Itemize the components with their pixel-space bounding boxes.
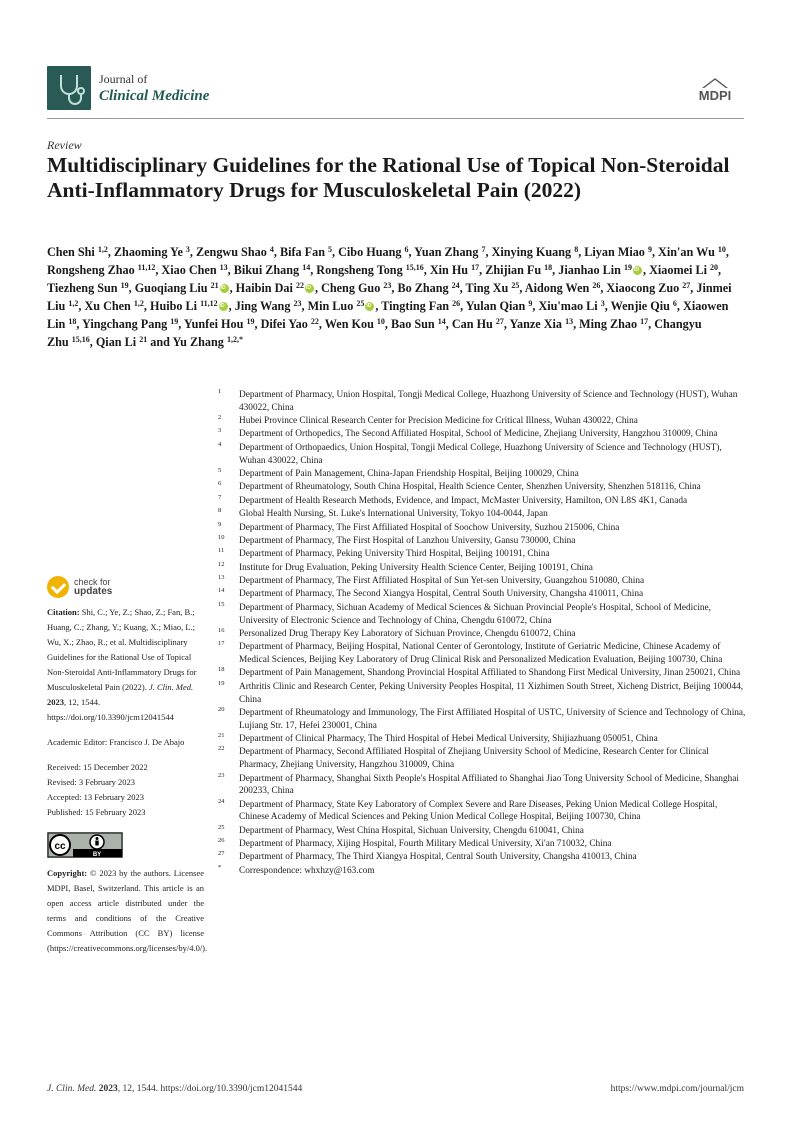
journal-logo — [47, 66, 91, 110]
author-affiliation-ref: 6 — [672, 299, 677, 309]
author-affiliation-ref: 1,2 — [97, 245, 108, 254]
author-name: Xiu'mao Li — [538, 299, 598, 314]
author-name: Jianhao Lin — [558, 263, 621, 278]
author-name: Difei Yao — [260, 317, 308, 332]
affiliation-text: Global Health Nursing, St. Luke's International University, Tokyo 104-0044, Japan — [239, 509, 548, 520]
affiliation-item — [218, 522, 748, 535]
affiliation-item — [218, 667, 748, 680]
affiliation-text: Department of Pharmacy, Shanghai Sixth People's Hospital Affiliated to Shanghai Jiao Tong University School of Medicine, Shanghai 200233, China — [239, 773, 739, 797]
orcid-icon[interactable] — [365, 302, 374, 311]
affiliation-text: Department of Pharmacy, The Second Xiangya Hospital, Central South University, Changsha 410011, China — [239, 589, 644, 600]
author-name: Jinmei Liu — [47, 281, 732, 314]
author-name: Rongsheng Zhao — [47, 263, 135, 278]
author-name: Ming Zhao — [579, 317, 638, 332]
author-name: Qian Li — [95, 335, 137, 350]
copyright-text: © 2023 by the authors. Licensee MDPI, Basel, Switzerland. This article is an open access article distributed under the terms and conditions of the Creative Commons Attribution (CC BY) license (https://creativecommons.org/licenses/by/4.0/). — [47, 868, 208, 953]
journal-name — [99, 72, 209, 105]
author-name: Yuan Zhang — [414, 245, 479, 259]
affiliation-item — [218, 865, 748, 878]
author-name: Can Hu — [451, 317, 493, 332]
check-line1: check for — [74, 577, 111, 587]
author-affiliation-ref: 27 — [495, 317, 504, 327]
date-received: Received: 15 December 2022 — [47, 762, 148, 772]
author-affiliation-ref: 7 — [481, 245, 486, 254]
affiliation-number: 4 — [218, 440, 222, 448]
check-for-updates-badge[interactable] — [47, 575, 204, 601]
affiliation-number: 11 — [218, 547, 225, 555]
author-affiliation-ref: 1,2,* — [226, 335, 243, 345]
affiliation-number: 6 — [218, 480, 222, 488]
affiliation-text: Department of Pharmacy, Sichuan Academy of Medical Sciences & Sichuan Provincial People's Hospital, School of Medicine, University of Electronic Science and Technology of China, Chengdu 610072, China — [239, 602, 711, 626]
author-affiliation-ref: 19 — [246, 317, 255, 327]
svg-text:cc: cc — [54, 841, 66, 852]
author-affiliation-ref: 18 — [544, 263, 553, 273]
author-affiliation-ref: 19 — [120, 281, 129, 291]
affiliation-number: 25 — [218, 823, 225, 831]
affiliation-text: Department of Pharmacy, The First Hospital of Lanzhou University, Gansu 730000, China — [239, 535, 576, 546]
affiliation-item — [218, 628, 748, 641]
author-affiliation-ref: 26 — [452, 299, 461, 309]
publisher-name: MDPI — [698, 88, 732, 103]
author-name: Tingting Fan — [381, 299, 450, 314]
author-name: Xu Chen — [84, 299, 131, 314]
affiliation-text: Department of Health Research Methods, Evidence, and Impact, McMaster University, Hamilton, ON L8S 4K1, Canada — [239, 495, 688, 506]
author-name: Huibo Li — [149, 299, 198, 314]
author-affiliation-ref: 24 — [451, 281, 460, 291]
footer-journal: J. Clin. Med. — [47, 1084, 97, 1094]
affiliation-number: 10 — [218, 533, 225, 541]
author-affiliation-ref: 10 — [376, 317, 385, 327]
affiliation-number: 20 — [218, 705, 225, 713]
author-name: Cheng Guo — [321, 281, 381, 296]
affiliation-text: Personalized Drug Therapy Key Laboratory of Sichuan Province, Chengdu 610072, China — [239, 628, 576, 639]
affiliation-text: Department of Pharmacy, Union Hospital, Tongji Medical College, Huazhong University of Science and Technology (HUST), Wuhan 430022, China — [239, 390, 738, 413]
orcid-icon[interactable] — [220, 284, 229, 293]
author-affiliation-ref: 22 — [295, 281, 304, 291]
author-name: Yingchang Pang — [82, 317, 168, 332]
author-affiliation-ref: 13 — [219, 263, 228, 273]
citation-label: Citation: — [47, 607, 80, 617]
affiliation-number: 5 — [218, 466, 222, 474]
author-affiliation-ref: 21 — [139, 335, 148, 345]
affiliation-item — [218, 773, 748, 798]
author-name: Tiezheng Sun — [47, 281, 118, 296]
author-name: Yanze Xia — [509, 317, 563, 332]
footer-doi[interactable]: , 12, 1544. https://doi.org/10.3390/jcm12041544 — [117, 1084, 303, 1094]
affiliation-text: Department of Pharmacy, The First Affiliated Hospital of Soochow University, Suzhou 215006, China — [239, 522, 620, 533]
affiliation-text: Department of Orthopaedics, Union Hospital, Tongji Medical College, Huazhong University of Science and Technology (HUST), Wuhan 430022, China — [239, 442, 722, 466]
affiliation-text: Department of Pharmacy, The First Affiliated Hospital of Sun Yet-sen University, Guangzhou 510080, China — [239, 576, 645, 587]
academic-editor: Academic Editor: Francisco J. De Abajo — [47, 737, 185, 747]
affiliation-text: Department of Pharmacy, The Third Xiangya Hospital, Central South University, Changsha 410013, China — [239, 852, 637, 863]
author-affiliation-ref: 8 — [574, 245, 579, 254]
author-name: Zhijian Fu — [485, 263, 542, 278]
affiliation-text: Department of Pharmacy, Beijing Hospital, National Center of Gerontology, Institute of Geriatric Medicine, Chinese Academy of Medical Sciences, Beijing Key Laboratory of Drug Clinical Risk and Personalized Medication Evaluation, Beijing 100730, China — [239, 642, 723, 666]
author-affiliation-ref: 20 — [710, 263, 719, 273]
affiliation-number: 17 — [218, 640, 225, 648]
copyright-block — [47, 866, 208, 956]
author-affiliation-ref: 17 — [640, 317, 649, 327]
affiliation-item — [218, 442, 748, 467]
affiliation-item — [218, 851, 748, 864]
author-affiliation-ref: 27 — [682, 281, 691, 291]
affiliation-text: Department of Orthopedics, The Second Affiliated Hospital, School of Medicine, Zhejiang University, Hangzhou 310009, China — [239, 429, 718, 440]
affiliation-item — [218, 641, 748, 666]
affiliation-item — [218, 548, 748, 561]
author-affiliation-ref: 4 — [269, 245, 274, 254]
author-name: Wen Kou — [324, 317, 374, 332]
author-affiliation-ref: 15,16 — [405, 263, 424, 273]
article-sidebar — [47, 575, 208, 956]
affiliation-number: 3 — [218, 427, 222, 435]
author-affiliation-ref: 25 — [356, 299, 365, 309]
citation-year: 2023 — [47, 697, 64, 707]
cc-by-label: BY — [92, 852, 102, 858]
author-name: Yu Zhang — [172, 335, 224, 350]
author-list: Chen Shi $^{1,2}$, Zhaoming Ye $^3$, Zengwu Shao $^4$, Bifa Fan $^5$, Cibo Huang $^6$, Yuan Zhang $^7$, Xinying Kuang $^8$, Liyan Miao $^9$, Xin'an Wu $^{10}$, Rongsheng Zhao $^{11,12}$, Xiao Chen $^{13}$, Bikui Zhang $^{14}$, Rongsheng Tong $^{15,16}$, Xin Hu $^{17}$, Zhijian Fu $^{18}$, Jianhao Lin $^{19}$iD , Xiaomei Li $^{20}$, Tiezheng Sun $^{19}$, Guoqiang Liu $^{21}$iD , Haibin Dai $^{22}$iD , Cheng Guo $^{23}$, Bo Zhang $^{24}$, Ting Xu $^{25}$, Aidong Wen $^{26}$, Xiaocong Zuo $^{27}$, Jinmei Liu $^{1,2}$, Xu Chen $^{1,2}$, Huibo Li $^{11,12}$iD , Jing Wang $^{23}$, Min Luo $^{25}$iD , Tingting Fan $^{26}$, Yulan Qian $^9$, Xiu'mao Li $^3$, Wenjie Qiu $^6$, Xiaowen Lin $^{18}$, Yingchang Pang $^{19}$, Yunfei Hou $^{19}$, Difei Yao $^{22}$, Wen Kou $^{10}$, Bao Sun $^{14}$, Can Hu $^{27}$, Yanze Xia $^{13}$, Ming Zhao $^{17}$, Changyu Zhu $^{15,16}$, Qian Li $^{21}$ and Yu Zhang $^{1,2,*}$ — [47, 243, 747, 352]
date-published: Published: 15 February 2023 — [47, 807, 146, 817]
author-name: Bifa Fan — [279, 245, 325, 259]
article-title: Multidisciplinary Guidelines for the Rational Use of Topical Non-Steroidal Anti-Inflammatory Drugs for Musculoskeletal Pain (2022) — [47, 153, 730, 202]
author-affiliation-ref: 3 — [600, 299, 605, 309]
author-affiliation-ref: 1,2 — [68, 299, 79, 309]
affiliation-number: 8 — [218, 507, 222, 515]
affiliation-item — [218, 602, 748, 627]
author-affiliation-ref: 6 — [404, 245, 409, 254]
article-type: Review — [47, 138, 82, 152]
author-affiliation-ref: 15,16 — [71, 335, 90, 345]
affiliation-number: 13 — [218, 574, 225, 582]
affiliation-item — [218, 495, 748, 508]
affiliation-number: 26 — [218, 837, 225, 845]
affiliation-item — [218, 838, 748, 851]
affiliation-item — [218, 746, 748, 771]
citation-rest[interactable]: , 12, 1544. https://doi.org/10.3390/jcm12041544 — [47, 697, 174, 722]
affiliation-text: Department of Clinical Pharmacy, The Third Hospital of Hebei Medical University, Shijiazhuang 050051, China — [239, 734, 658, 745]
affiliation-text: Department of Pharmacy, Second Affiliated Hospital of Zhejiang University School of Medicine, Research Center for Clinical Pharmacy, Zhejiang University, Hangzhou 310009, China — [239, 747, 709, 771]
author-name: Aidong Wen — [524, 281, 590, 296]
affiliation-text: Department of Pain Management, China-Japan Friendship Hospital, Beijing 100029, China — [239, 468, 579, 479]
affiliation-text: Department of Pharmacy, Xijing Hospital, Fourth Military Medical University, Xi'an 710032, China — [239, 839, 612, 850]
affiliation-item — [218, 468, 748, 481]
affiliation-text: Correspondence: whxhzy@163.com — [239, 865, 375, 876]
author-name: Yulan Qian — [465, 299, 526, 314]
affiliation-number: 21 — [218, 732, 225, 740]
affiliation-item — [218, 588, 748, 601]
orcid-icon[interactable] — [633, 266, 642, 275]
citation-block — [47, 605, 204, 725]
footer-journal-url[interactable]: https://www.mdpi.com/journal/jcm — [610, 1084, 744, 1094]
affiliation-item — [218, 389, 748, 414]
author-affiliation-ref: 13 — [565, 317, 574, 327]
author-name: Xiao Chen — [161, 263, 217, 278]
author-affiliation-ref: 1,2 — [133, 299, 144, 309]
affiliation-number: 16 — [218, 626, 225, 634]
check-updates-icon — [47, 576, 69, 598]
author-affiliation-ref: 9 — [647, 245, 652, 254]
author-name: Xin'an Wu — [658, 245, 715, 259]
affiliation-item — [218, 733, 748, 746]
author-affiliation-ref: 23 — [383, 281, 392, 291]
orcid-icon[interactable] — [305, 284, 314, 293]
citation-text: Shi, C.; Ye, Z.; Shao, Z.; Fan, B.; Huang, C.; Zhang, Y.; Kuang, X.; Miao, L.; Wu, X.; Zhao, R.; et al. Multidisciplinary Guidelines for the Rational Use of Topical Non-Steroidal Anti-Inflammatory Drugs for Musculoskeletal Pain (2022). — [47, 607, 197, 692]
check-line2: updates — [74, 586, 113, 597]
author-affiliation-ref: 22 — [310, 317, 319, 327]
affiliation-text: Arthritis Clinic and Research Center, Peking University Peoples Hospital, 11 Xizhimen South Street, Xicheng District, Beijing 100044, China — [239, 681, 744, 705]
author-affiliation-ref: 11,12 — [200, 299, 218, 309]
affiliation-text: Department of Pharmacy, Peking University Third Hospital, Beijing 100191, China — [239, 549, 550, 560]
author-affiliation-ref: 9 — [528, 299, 533, 309]
author-name: Xiaocong Zuo — [606, 281, 680, 296]
author-name: Xinying Kuang — [491, 245, 572, 259]
affiliation-item — [218, 681, 748, 706]
author-name: Guoqiang Liu — [134, 281, 208, 296]
affiliation-number: 12 — [218, 560, 225, 568]
cc-by-license-icon[interactable] — [47, 832, 123, 858]
date-accepted: Accepted: 13 February 2023 — [47, 792, 145, 802]
author-affiliation-ref: 25 — [511, 281, 520, 291]
affiliation-text: Hubei Province Clinical Research Center for Precision Medicine for Critical Illness, Wuhan 430022, China — [239, 416, 638, 427]
affiliation-number: * — [218, 863, 222, 871]
affiliation-number: 2 — [218, 414, 222, 422]
author-affiliation-ref: 10 — [717, 245, 726, 254]
author-name: Xiaomei Li — [649, 263, 707, 278]
affiliation-item — [218, 825, 748, 838]
affiliation-item — [218, 508, 748, 521]
affiliation-text: Department of Rheumatology, South China Hospital, Health Science Center, Shenzhen University, Shenzhen 518116, China — [239, 482, 701, 493]
affiliation-number: 14 — [218, 587, 225, 595]
affiliation-number: 22 — [218, 745, 225, 753]
author-name: Haibin Dai — [235, 281, 293, 296]
footer-citation — [47, 1084, 302, 1094]
author-name: Wenjie Qiu — [610, 299, 670, 314]
author-name: Zhaoming Ye — [113, 245, 183, 259]
author-affiliation-ref: 21 — [210, 281, 219, 291]
author-affiliation-ref: 17 — [471, 263, 480, 273]
affiliation-item — [218, 562, 748, 575]
affiliation-number: 23 — [218, 771, 225, 779]
author-name: Ting Xu — [465, 281, 509, 296]
affiliation-item — [218, 575, 748, 588]
author-name: Liyan Miao — [584, 245, 645, 259]
author-affiliation-ref: 14 — [302, 263, 311, 273]
affiliation-list — [218, 389, 748, 878]
header-divider — [47, 118, 744, 119]
author-name: Cibo Huang — [338, 245, 402, 259]
author-affiliation-ref: 11,12 — [137, 263, 156, 273]
affiliation-number: 1 — [218, 388, 222, 395]
footer-year: 2023 — [98, 1084, 118, 1094]
author-affiliation-ref: 23 — [293, 299, 302, 309]
affiliation-item — [218, 415, 748, 428]
author-name: Zengwu Shao — [196, 245, 267, 259]
author-affiliation-ref: 14 — [437, 317, 446, 327]
author-affiliation-ref: 19 — [623, 263, 632, 273]
affiliation-item — [218, 535, 748, 548]
author-name: Chen Shi — [47, 245, 95, 259]
affiliation-number: 9 — [218, 520, 222, 528]
author-affiliation-ref: 26 — [592, 281, 601, 291]
author-name: Bikui Zhang — [233, 263, 300, 278]
affiliation-item — [218, 428, 748, 441]
affiliation-number: 19 — [218, 679, 225, 687]
affiliation-text: Institute for Drug Evaluation, Peking University Health Science Center, Beijing 100191, China — [239, 562, 593, 573]
affiliation-number: 7 — [218, 493, 222, 501]
author-name: Changyu Zhu — [47, 317, 702, 350]
affiliation-number: 15 — [218, 600, 225, 608]
author-name: Yunfei Hou — [183, 317, 244, 332]
orcid-icon[interactable] — [219, 302, 228, 311]
affiliation-item — [218, 707, 748, 732]
citation-journal: J. Clin. Med. — [148, 682, 194, 692]
affiliation-text: Department of Pharmacy, West China Hospital, Sichuan University, Chengdu 610041, China — [239, 825, 584, 836]
author-joiner: and — [150, 335, 170, 350]
stethoscope-icon — [47, 66, 91, 110]
author-name: Jing Wang — [234, 299, 291, 314]
affiliation-item — [218, 481, 748, 494]
affiliation-text: Department of Pain Management, Shandong Provincial Hospital Affiliated to Shandong First Medical University, Jinan 250021, China — [239, 668, 741, 679]
journal-name-line2: Clinical Medicine — [99, 88, 210, 104]
affiliation-number: 27 — [218, 850, 225, 858]
author-name: Xin Hu — [429, 263, 469, 278]
journal-name-line1: Journal of — [99, 72, 148, 86]
date-revised: Revised: 3 February 2023 — [47, 777, 136, 787]
author-affiliation-ref: 18 — [68, 317, 77, 327]
author-name: Rongsheng Tong — [316, 263, 403, 278]
affiliation-text: Department of Rheumatology and Immunology, The First Affiliated Hospital of USTC, University of Science and Technology of China, Lujiang Str. 17, Hefei 230001, China — [239, 707, 746, 731]
author-name: Min Luo — [307, 299, 354, 314]
author-name: Bo Zhang — [397, 281, 449, 296]
affiliation-number: 18 — [218, 666, 225, 674]
author-affiliation-ref: 5 — [328, 245, 333, 254]
affiliation-item — [218, 799, 748, 824]
affiliation-text: Department of Pharmacy, State Key Laboratory of Complex Severe and Rare Diseases, Peking Union Medical College Hospital, Chinese Academy of Medical Sciences and Peking Union Medical College Hospital, Beijing 100730, China — [239, 799, 718, 823]
author-affiliation-ref: 3 — [185, 245, 190, 254]
author-name: Bao Sun — [391, 317, 435, 332]
affiliation-number: 24 — [218, 797, 225, 805]
copyright-label: Copyright: — [47, 868, 88, 878]
author-name: Xiaowen Lin — [47, 299, 729, 332]
journal-header — [47, 66, 744, 118]
author-affiliation-ref: 19 — [170, 317, 179, 327]
mdpi-logo — [686, 76, 744, 109]
